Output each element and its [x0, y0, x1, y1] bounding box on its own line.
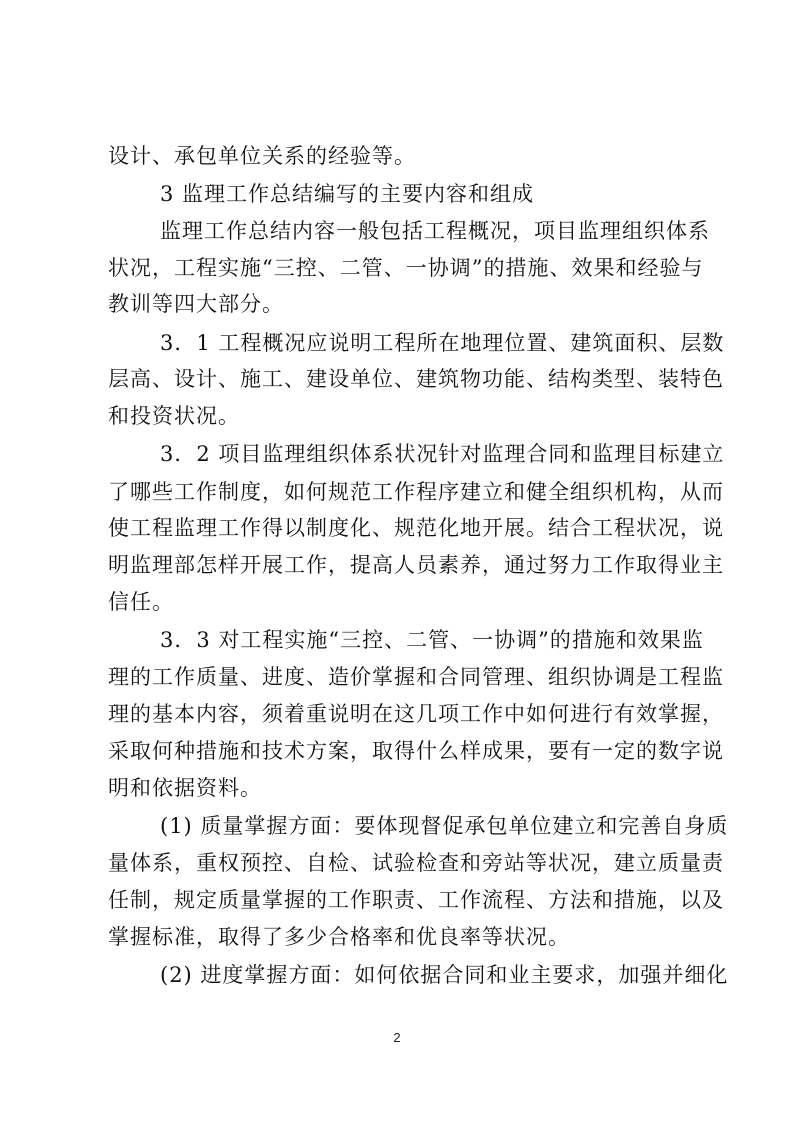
- text-line: 任制，规定质量掌握的工作职责、工作流程、方法和措施，以及: [108, 888, 724, 912]
- text-line: 信任。: [108, 590, 174, 614]
- text-line: 采取何种措施和技术方案，取得什么样成果，要有一定的数字说: [108, 739, 724, 763]
- text-line: 状况，工程实施“三控、二管、一协调”的措施、效果和经验与: [108, 256, 704, 280]
- text-line: 使工程监理工作得以制度化、规范化地开展。结合工程状况，说: [108, 516, 724, 540]
- text-line: 理的基本内容，须着重说明在这几项工作中如何进行有效掌握，: [108, 702, 724, 726]
- text-line: 理的工作质量、进度、造价掌握和合同管理、组织协调是工程监: [108, 665, 724, 689]
- section-heading: 3 监理工作总结编写的主要内容和组成: [160, 182, 535, 206]
- page-number: 2: [393, 1030, 401, 1045]
- text-line: 明和依据资料。: [108, 776, 262, 800]
- text-line: 教训等四大部分。: [108, 292, 284, 316]
- text-line: 3．3 对工程实施“三控、二管、一协调”的措施和效果监: [160, 628, 704, 652]
- text-line: 和投资状况。: [108, 404, 240, 428]
- text-line: 量体系，重权预控、自检、试验检查和旁站等状况，建立质量责: [108, 851, 724, 875]
- text-line: 掌握标准，取得了多少合格率和优良率等状况。: [108, 925, 570, 949]
- text-line: 层高、设计、施工、建设单位、建筑物功能、结构类型、装特色: [108, 367, 724, 391]
- text-line: 设计、承包单位关系的经验等。: [108, 144, 416, 168]
- text-line: 监理工作总结内容一般包括工程概况，项目监理组织体系: [160, 219, 710, 243]
- text-line: 3．1 工程概况应说明工程所在地理位置、建筑面积、层数: [160, 331, 725, 355]
- text-line: (2) 进度掌握方面：如何依据合同和业主要求，加强并细化: [160, 963, 729, 987]
- text-line: 明监理部怎样开展工作，提高人员素养，通过努力工作取得业主: [108, 553, 724, 577]
- text-line: (1) 质量掌握方面：要体现督促承包单位建立和完善自身质: [160, 814, 729, 838]
- text-line: 了哪些工作制度，如何规范工作程序建立和健全组织机构，从而: [108, 480, 724, 504]
- text-line: 3．2 项目监理组织体系状况针对监理合同和监理目标建立: [160, 442, 725, 466]
